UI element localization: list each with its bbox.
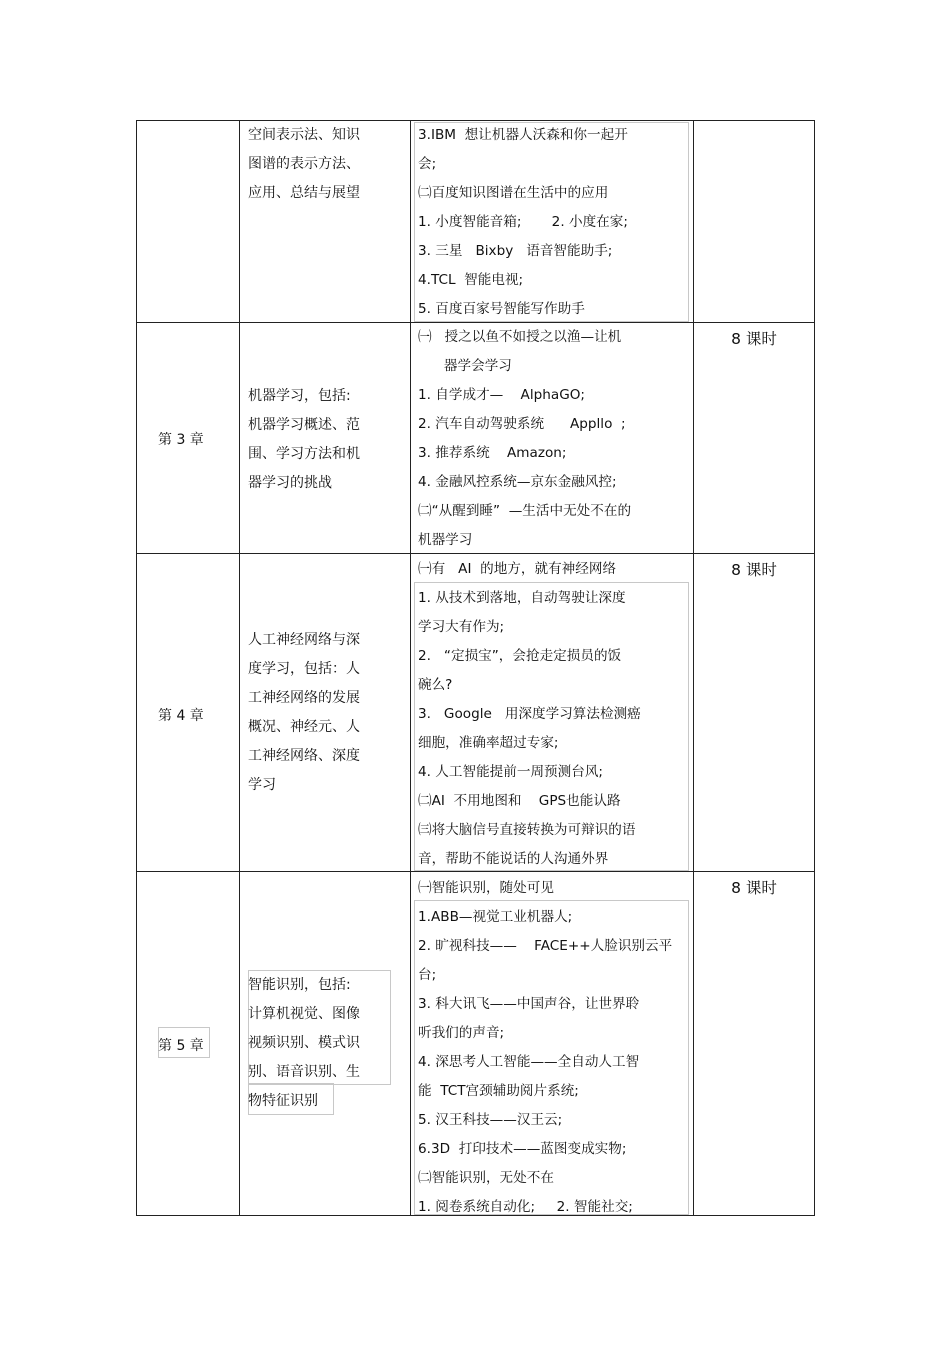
content-line: ㈠智能识别，随处可见	[418, 880, 554, 896]
content-line: 3.IBM 想让机器人沃森和你一起开	[418, 127, 628, 143]
content-line: 台;	[418, 967, 437, 983]
content-line: 细胞，准确率超过专家;	[418, 735, 559, 751]
description-line: 智能识别，包括:	[248, 977, 351, 993]
content-line: 听我们的声音;	[418, 1025, 505, 1041]
description-line: 机器学习，包括:	[248, 388, 351, 404]
content-line: 1. 阅卷系统自动化; 2. 智能社交;	[418, 1199, 633, 1215]
description-line: 器学习的挑战	[248, 475, 332, 491]
table-row	[137, 554, 815, 872]
description-line: 围、学习方法和机	[248, 446, 360, 462]
content-line: 1. 从技术到落地，自动驾驶让深度	[418, 590, 626, 606]
description-line: 视频识别、模式识	[248, 1035, 360, 1051]
hours-cell: 8 课时	[694, 554, 815, 872]
description-line: 应用、总结与展望	[248, 185, 360, 201]
content-line: 1.ABB—视觉工业机器人;	[418, 909, 573, 925]
chapter-label: 第 3 章	[158, 432, 204, 448]
content-line: ㈡“从醒到睡” —生活中无处不在的	[418, 503, 632, 519]
description-line: 空间表示法、知识	[248, 127, 360, 143]
content-line: 能 TCT宫颈辅助阅片系统;	[418, 1083, 579, 1099]
content-line: 会;	[418, 156, 437, 172]
content-line: ㈠ 授之以鱼不如授之以渔—让机	[418, 329, 622, 345]
content-cell	[411, 872, 694, 1216]
chapter-label: 第 5 章	[158, 1038, 204, 1054]
content-line: 1. 小度智能音箱; 2. 小度在家;	[418, 214, 628, 230]
description-line: 工神经网络、深度	[248, 748, 360, 764]
content-line: 4. 人工智能提前一周预测台风;	[418, 764, 603, 780]
hours-cell: 8 课时	[694, 872, 815, 1216]
content-line: ㈠有 AI 的地方，就有神经网络	[418, 561, 617, 577]
hours-cell: 8 课时	[694, 323, 815, 554]
table-row	[137, 323, 815, 554]
description-line: 别、语音识别、生	[248, 1064, 360, 1080]
content-line: ㈡智能识别，无处不在	[418, 1170, 554, 1186]
chapter-cell	[137, 121, 240, 323]
description-line: 概况、神经元、人	[248, 719, 360, 735]
description-line: 学习	[248, 777, 276, 793]
content-line: 5. 百度百家号智能写作助手	[418, 301, 585, 317]
content-line: 3. 推荐系统 Amazon;	[418, 445, 567, 461]
description-cell	[240, 872, 411, 1216]
content-line: 2. “定损宝”，会抢走定损员的饭	[418, 648, 622, 664]
content-line: 6.3D 打印技术——蓝图变成实物;	[418, 1141, 627, 1157]
content-line: 5. 汉王科技——汉王云;	[418, 1112, 563, 1128]
chapter-cell	[137, 554, 240, 872]
description-line: 计算机视觉、图像	[248, 1006, 360, 1022]
content-cell	[411, 554, 694, 872]
description-cell	[240, 554, 411, 872]
chapter-cell	[137, 323, 240, 554]
content-line: 3. Google 用深度学习算法检测癌	[418, 706, 641, 722]
content-line: ㈢将大脑信号直接转换为可辩识的语	[418, 822, 636, 838]
content-cell	[411, 323, 694, 554]
content-line: 4. 金融风控系统—京东金融风控;	[418, 474, 617, 490]
table-row	[137, 121, 815, 323]
description-cell	[240, 121, 411, 323]
content-line: 2. 汽车自动驾驶系统 Appllo ;	[418, 416, 626, 432]
content-line: ㈡AI 不用地图和 GPS也能认路	[418, 793, 621, 809]
table-row	[137, 872, 815, 1216]
course-schedule-table	[136, 120, 815, 1216]
description-line: 物特征识别	[248, 1093, 318, 1109]
content-line: 3. 科大讯飞——中国声谷，让世界聆	[418, 996, 640, 1012]
content-line: 器学会学习	[418, 358, 512, 374]
content-line: 3. 三星 Bixby 语音智能助手;	[418, 243, 613, 259]
content-line: 2. 旷视科技—— FACE++人脸识别云平	[418, 938, 673, 954]
content-line: 4. 深思考人工智能——全自动人工智	[418, 1054, 640, 1070]
content-line: 碗么?	[418, 677, 453, 693]
description-line: 度学习，包括：人	[248, 661, 360, 677]
content-line: 学习大有作为;	[418, 619, 505, 635]
description-line: 机器学习概述、范	[248, 417, 360, 433]
description-cell	[240, 323, 411, 554]
content-line: 4.TCL 智能电视;	[418, 272, 524, 288]
content-cell	[411, 121, 694, 323]
description-line: 工神经网络的发展	[248, 690, 360, 706]
description-line: 人工神经网络与深	[248, 632, 360, 648]
content-line: 1. 自学成才— AlphaGO;	[418, 387, 586, 403]
hours-cell	[694, 121, 815, 323]
chapter-cell	[137, 872, 240, 1216]
content-line: 机器学习	[418, 532, 473, 548]
content-line: ㈡百度知识图谱在生活中的应用	[418, 185, 609, 201]
content-line: 音，帮助不能说话的人沟通外界	[418, 851, 609, 867]
chapter-label: 第 4 章	[158, 708, 204, 724]
description-line: 图谱的表示方法、	[248, 156, 360, 172]
